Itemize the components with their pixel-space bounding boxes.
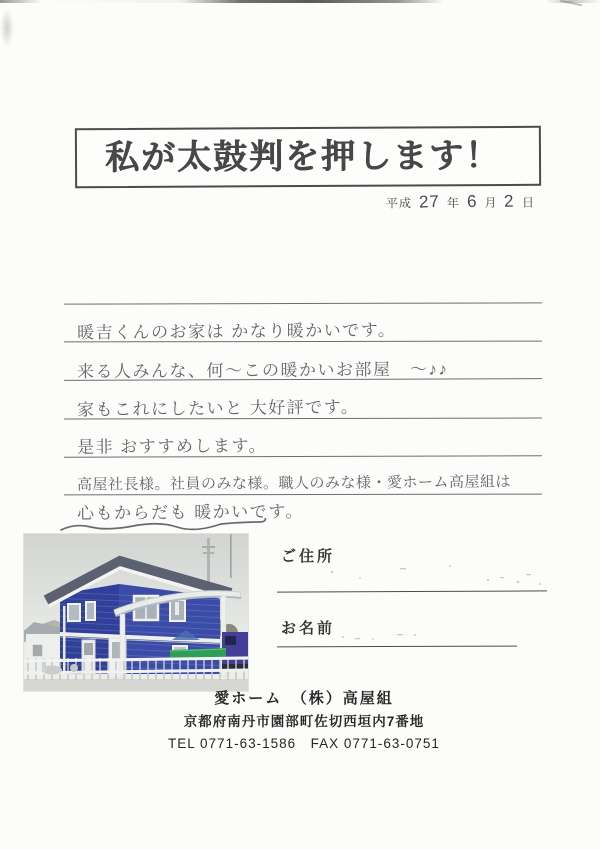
date-year-unit: 年	[446, 196, 461, 211]
address-field-line	[277, 590, 547, 592]
testimonial-line: 暖吉くんのお家は かなり暖かいです。	[76, 320, 397, 343]
testimonial-line: 家もこれにしたいと 大好評です。	[76, 397, 360, 420]
testimonial-line: 来る人みんな、何〜この暖かいお部屋 〜♪♪	[76, 359, 449, 382]
testimonial-line: 高屋社長様。社員のみな様。職人のみな様・愛ホーム高屋組は	[76, 473, 512, 494]
name-field-label: お名前	[281, 620, 336, 637]
date-era-label: 平成	[385, 196, 413, 211]
date-month-unit: 月	[484, 195, 498, 210]
page-title: 私が太鼓判を押します！	[104, 136, 502, 178]
erased-address-marks	[320, 550, 550, 590]
scan-left-artifact	[0, 8, 14, 48]
date-month-value: 6	[466, 191, 478, 212]
scan-edge-artifact	[0, 0, 600, 3]
company-tel-fax: TEL 0771-63-1586 FAX 0771-63-0751	[168, 736, 440, 751]
name-field-line	[277, 646, 517, 648]
footer	[104, 687, 504, 752]
date-line	[386, 191, 535, 212]
house-photo	[24, 534, 248, 691]
title-box	[75, 126, 541, 188]
ruled-line	[64, 302, 542, 304]
date-day-unit: 日	[521, 195, 535, 210]
testimonial-line: 心もからだも 暖かいです。	[76, 502, 304, 523]
erased-name-marks	[335, 625, 455, 645]
date-year-value: 27	[418, 191, 441, 212]
date-day-value: 2	[504, 191, 516, 211]
company-address: 京都府南丹市園部町佐切西垣内7番地	[183, 714, 425, 729]
testimonial-line: 是非 おすすめします。	[76, 436, 268, 457]
address-field-label: ご住所	[281, 548, 336, 565]
company-name: 愛ホーム （株）高屋組	[214, 690, 394, 707]
